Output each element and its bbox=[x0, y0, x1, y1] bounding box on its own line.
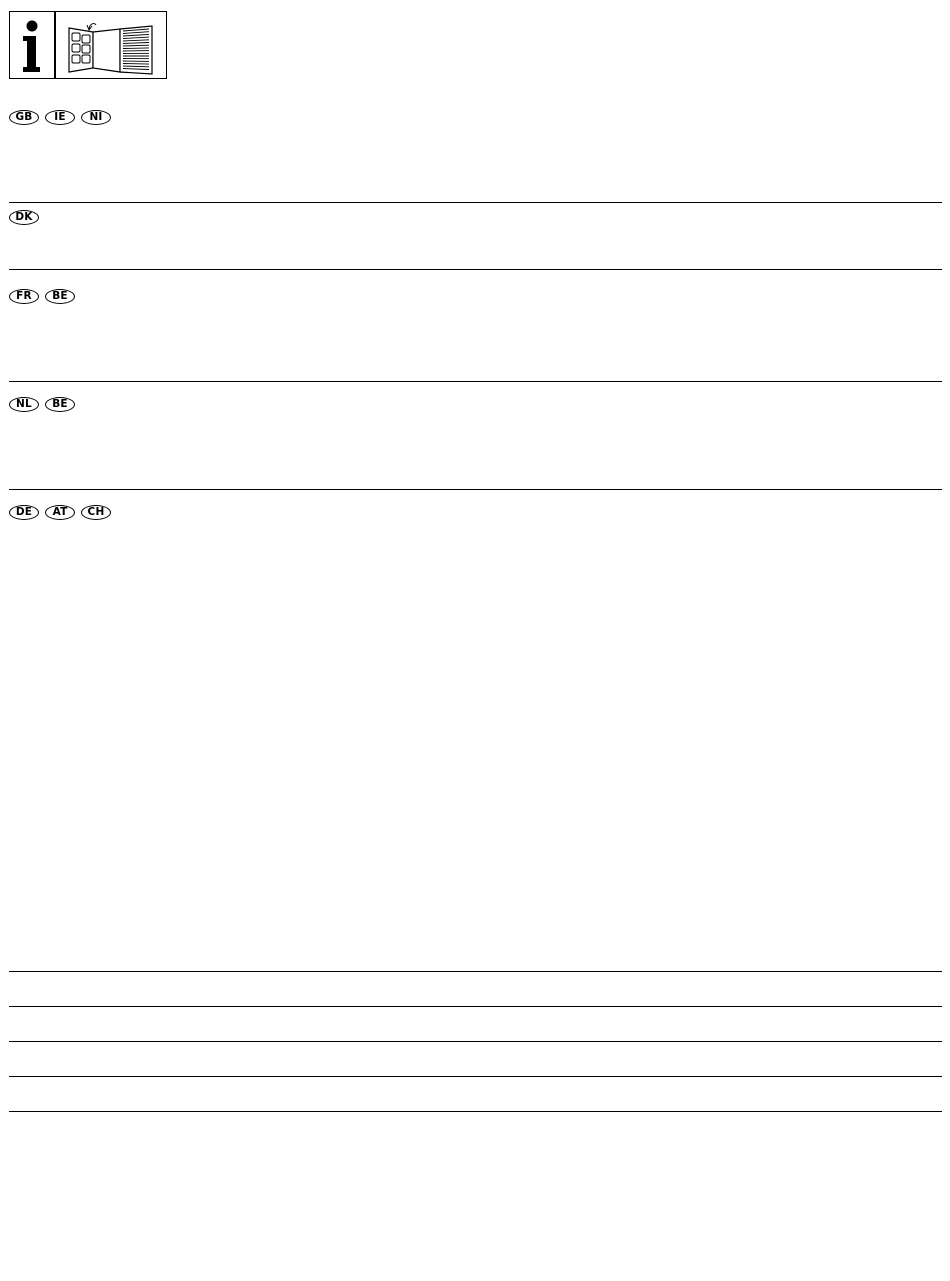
country-badge: GB bbox=[9, 110, 39, 125]
country-badge: IE bbox=[45, 110, 75, 125]
section-divider bbox=[9, 381, 942, 382]
section-divider bbox=[9, 1076, 942, 1077]
country-badge: DE bbox=[9, 505, 39, 520]
country-badge: FR bbox=[9, 289, 39, 304]
country-badge: NI bbox=[81, 110, 111, 125]
section-divider bbox=[9, 1006, 942, 1007]
fold-out-manual-icon bbox=[55, 11, 167, 79]
section-divider bbox=[9, 202, 942, 203]
info-icon bbox=[9, 11, 55, 79]
country-badge: NL bbox=[9, 397, 39, 412]
country-badges bbox=[9, 397, 75, 412]
country-badge: AT bbox=[45, 505, 75, 520]
section-divider bbox=[9, 489, 942, 490]
country-badges bbox=[9, 110, 111, 125]
country-badges bbox=[9, 289, 75, 304]
country-badge: BE bbox=[45, 289, 75, 304]
country-badges bbox=[9, 505, 111, 520]
section-divider bbox=[9, 1111, 942, 1112]
country-badge: BE bbox=[45, 397, 75, 412]
section-divider bbox=[9, 971, 942, 972]
country-badges bbox=[9, 210, 39, 225]
country-badge: CH bbox=[81, 505, 111, 520]
country-badge: DK bbox=[9, 210, 39, 225]
section-divider bbox=[9, 1041, 942, 1042]
section-divider bbox=[9, 269, 942, 270]
